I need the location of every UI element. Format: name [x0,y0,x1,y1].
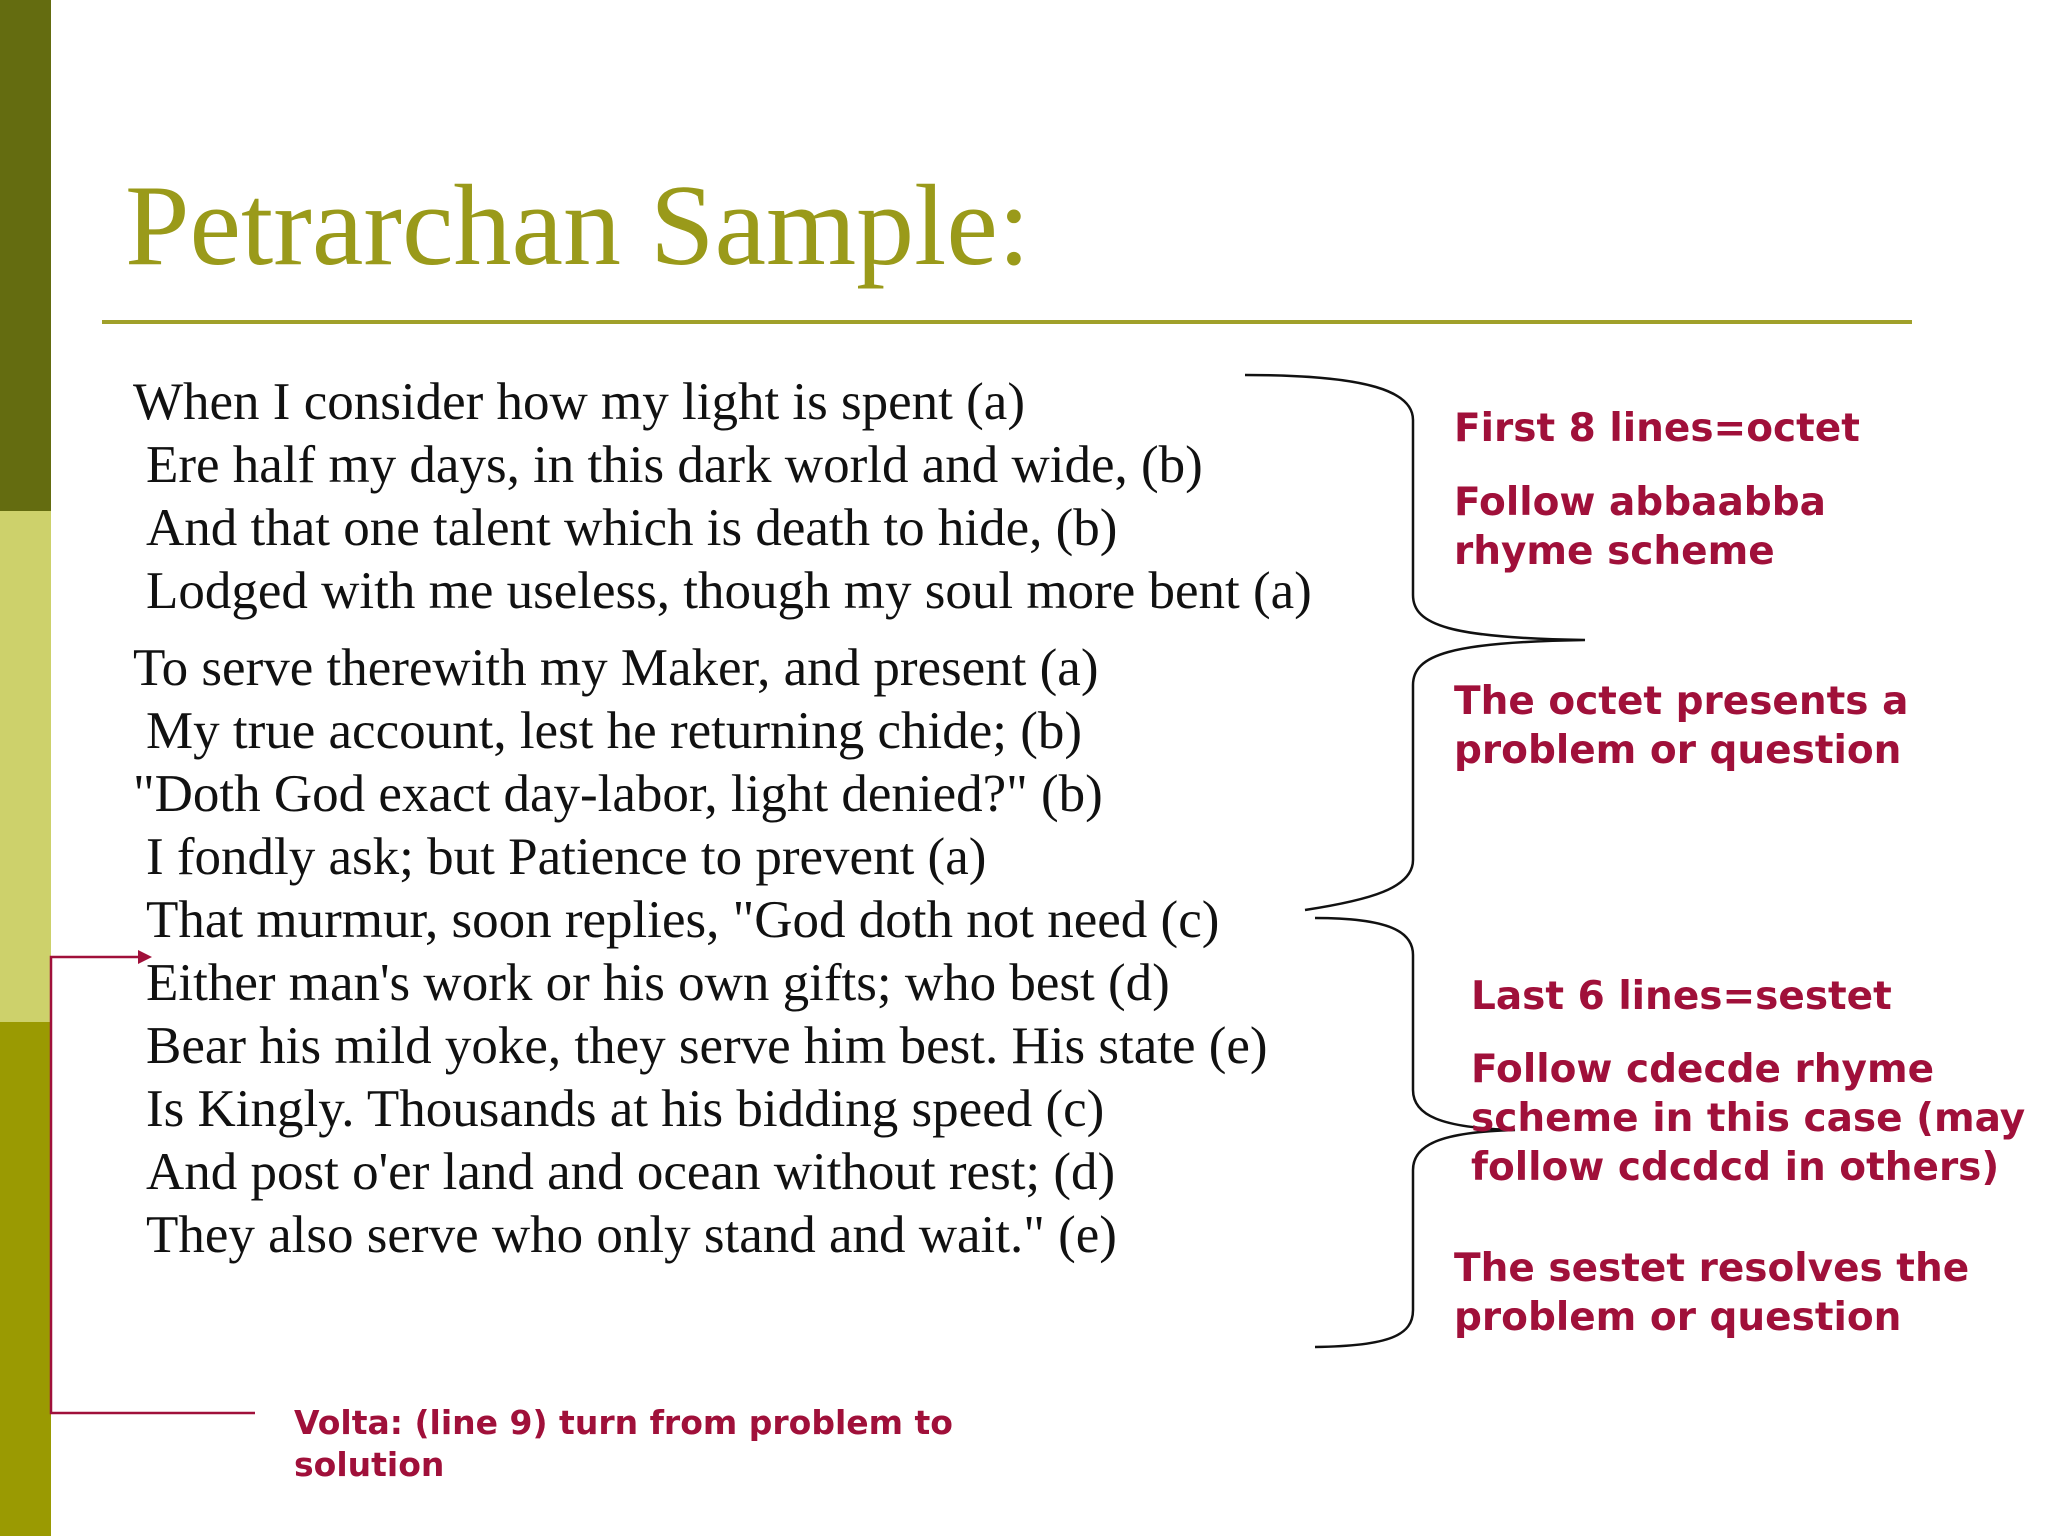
poem-line: I fondly ask; but Patience to prevent (a) [146,828,987,886]
poem-line: When I consider how my light is spent (a) [133,373,1025,431]
poem-line: "Doth God exact day-labor, light denied?" (b) [133,765,1103,823]
slide-title: Petrarchan Sample: [125,162,1031,290]
poem-line: Bear his mild yoke, they serve him best. His state (e) [146,1017,1268,1075]
poem-line: Ere half my days, in this dark world and wide, (b) [146,436,1203,494]
octet-label: First 8 lines=octet [1454,406,1860,451]
poem-line: My true account, lest he returning chide; (b) [146,702,1083,760]
poem-line: And that one talent which is death to hide, (b) [146,499,1118,557]
poem-line: To serve therewith my Maker, and present (a) [133,639,1099,697]
poem-line: They also serve who only stand and wait." (e) [146,1206,1117,1264]
poem-line: Either man's work or his own gifts; who best (d) [146,954,1170,1012]
octet-role-note: The octet presents a problem or question [1454,679,1909,773]
octet-brace [1245,375,1585,910]
poem-line: And post o'er land and ocean without rest; (d) [146,1143,1116,1201]
sestet-role-note: The sestet resolves the problem or question [1454,1246,1970,1340]
sestet-scheme-note: Follow cdecde rhyme scheme in this case (may follow cdcdcd in others) [1471,1047,2026,1190]
sestet-label: Last 6 lines=sestet [1471,974,1892,1019]
volta-note: Volta: (line 9) turn from problem to solution [294,1403,953,1484]
volta-connector [51,957,255,1413]
octet-scheme-note: Follow abbaabba rhyme scheme [1454,480,1826,574]
poem-line: Lodged with me useless, though my soul more bent (a) [146,562,1312,620]
poem-line: Is Kingly. Thousands at his bidding speed (c) [146,1080,1105,1138]
volta-arrowhead [138,950,152,964]
poem-line: That murmur, soon replies, "God doth not need (c) [146,891,1220,949]
